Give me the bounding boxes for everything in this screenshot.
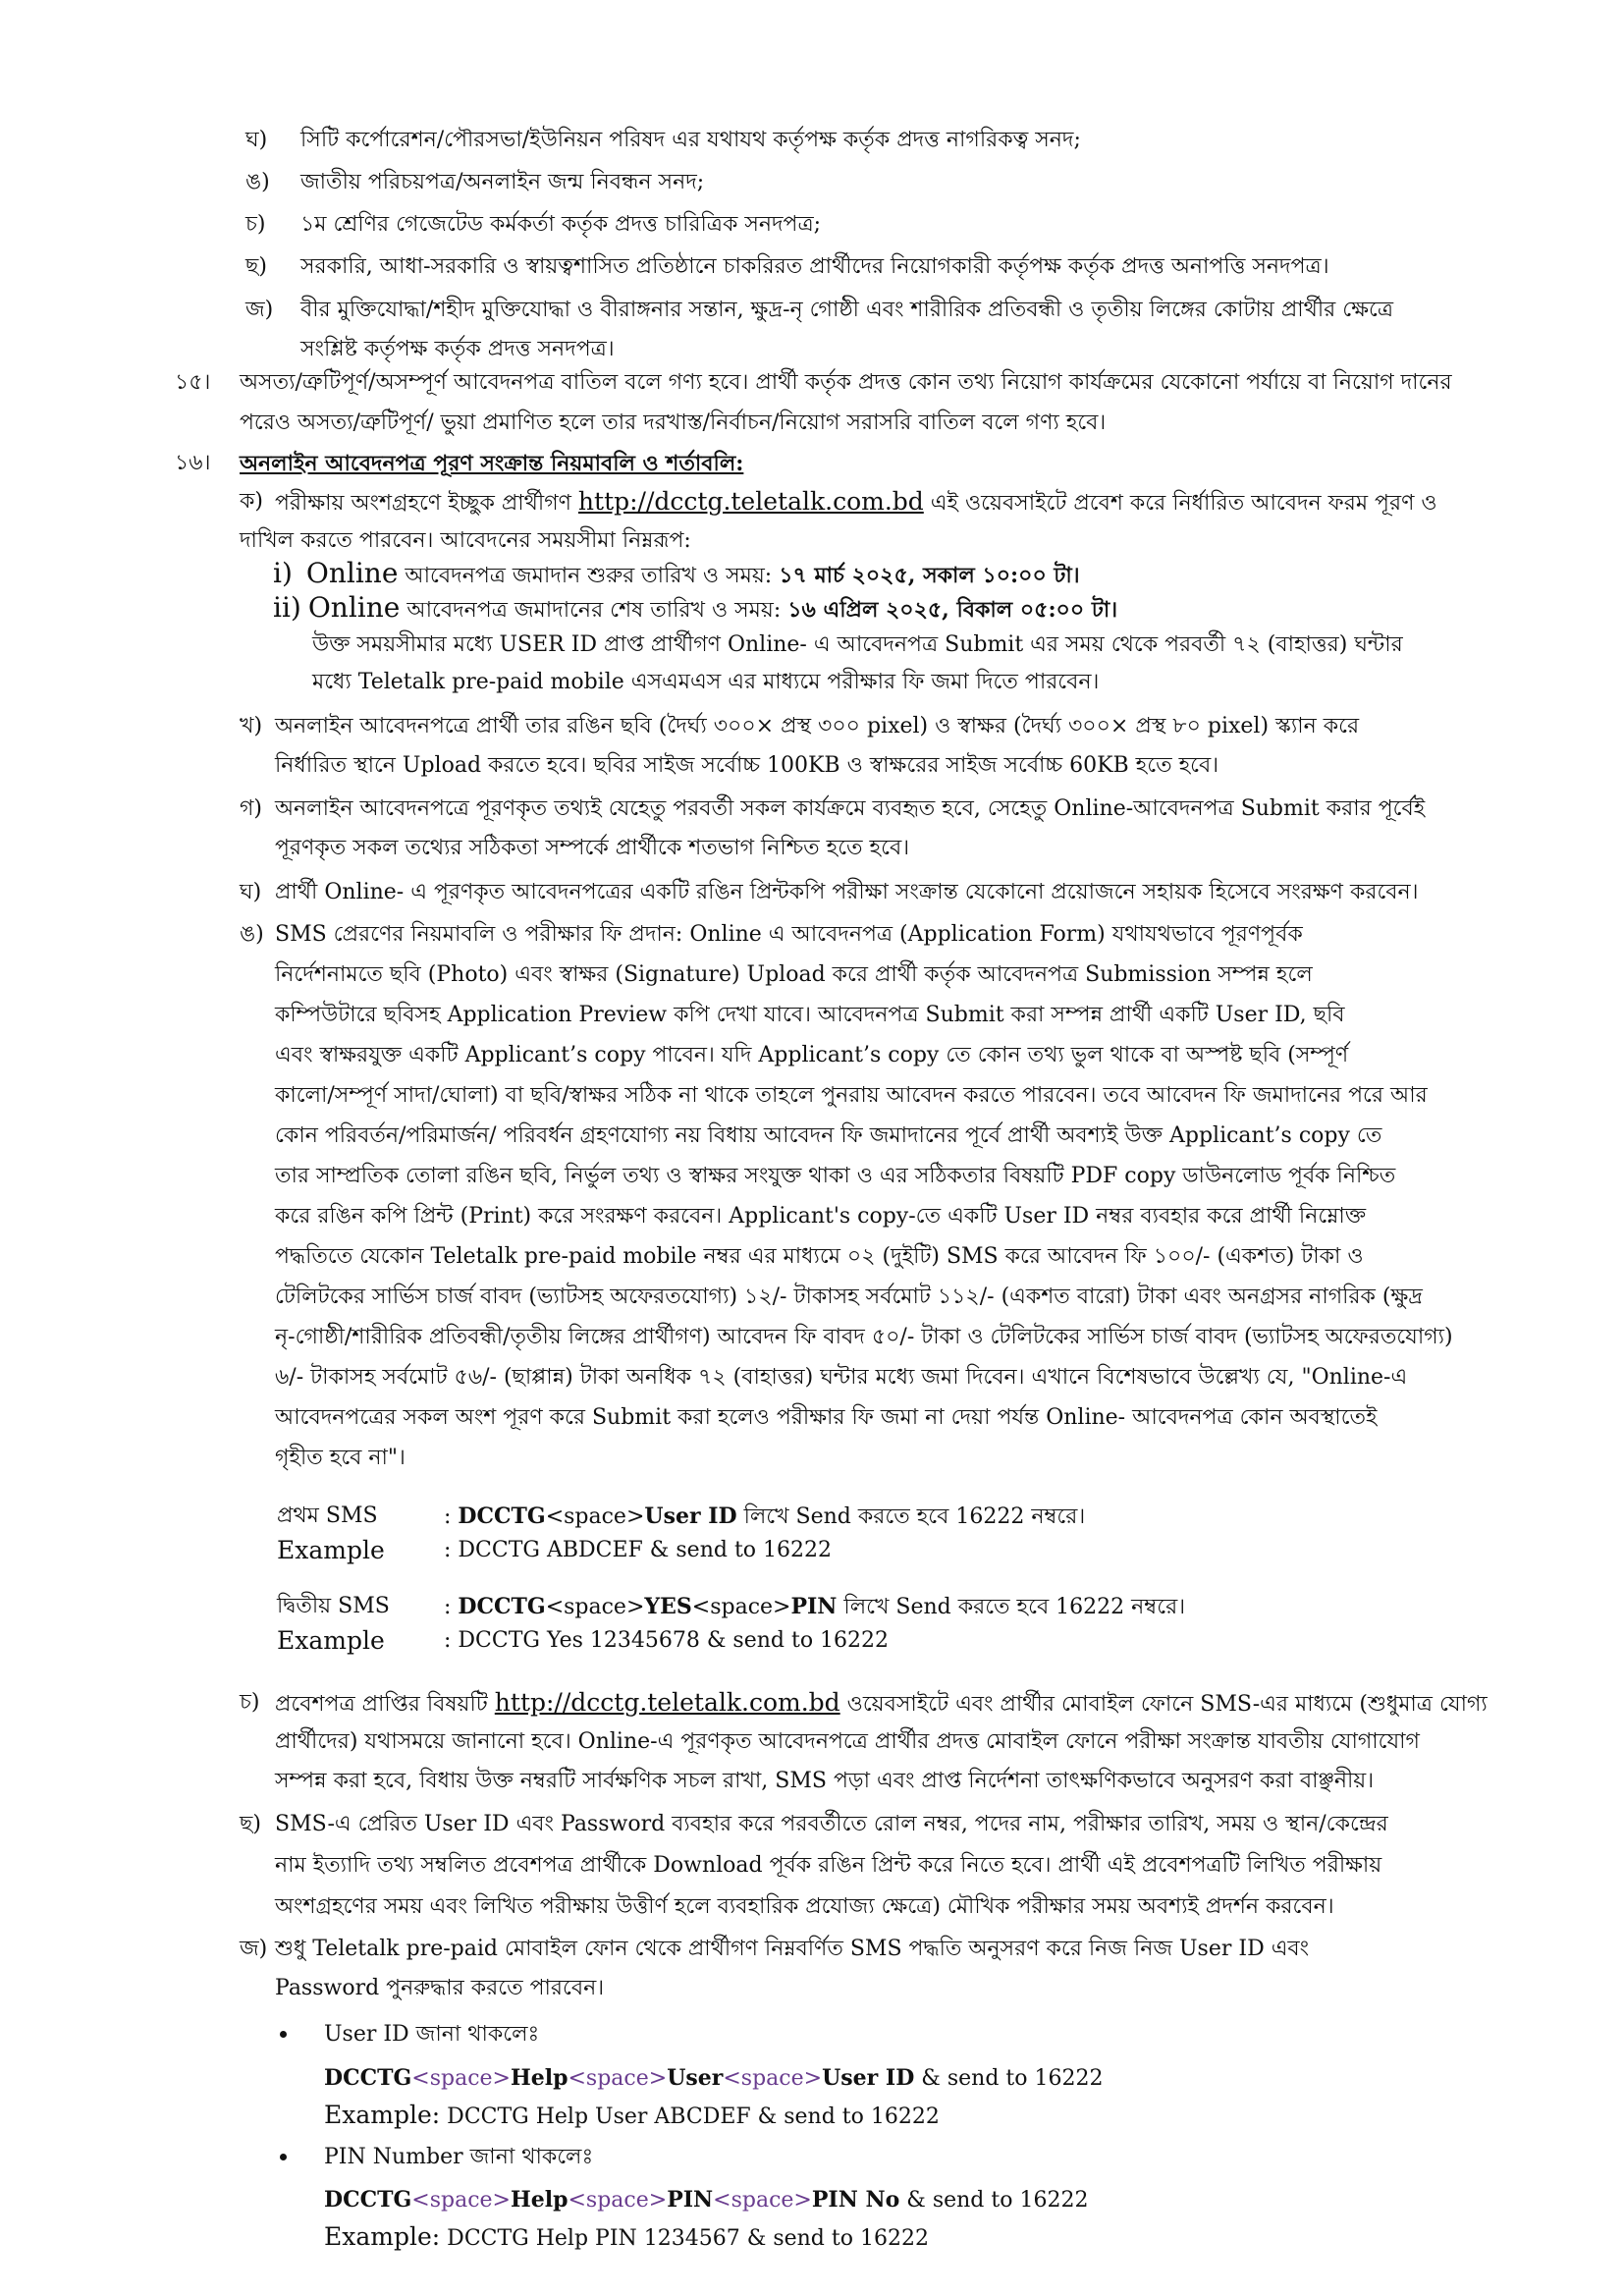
uma-line: SMS প্রেরণের নিয়মাবলি ও পরীক্ষার ফি প্রদান: Online এ আবেদনপত্র (Application Form) যথাযথভাবে পূরণপূর্বক [275, 922, 1303, 947]
gha-line: প্রার্থী Online- এ পূরণকৃত আবেদনপত্রের একটি রঙিন প্রিন্টকপি পরীক্ষা সংক্রান্ত যেকোনো প্রয়োজনে সহায়ক হিসেবে সংরক্ষণ করবেন। [275, 880, 1419, 904]
chha-line: SMS-এ প্রেরিত User ID এবং Password ব্যবহার করে পরবর্তীতে রোল নম্বর, পদের নাম, পরীক্ষার তারিখ, সময় ও স্থান/কেন্দ্রের [275, 1812, 1388, 1836]
list-marker: ঙ) [245, 170, 270, 194]
ka-note: উক্ত সময়সীমার মধ্যে USER ID প্রাপ্ত প্রার্থীগণ Online- এ আবেদনপত্র Submit এর সময় থেকে পরবর্তী ৭২ (বাহাত্তর) ঘন্টার [312, 632, 1403, 657]
uma-line: নৃ-গোষ্ঠী/শারীরিক প্রতিবন্ধী/তৃতীয় লিঙ্গের প্রার্থীগণ) আবেদন ফি বাবদ ৫০/- টাকা ও টেলিটকের সার্ভিস চার্জ বাবদ (ভ্যাটসহ অফেরতযোগ্য) [275, 1325, 1453, 1349]
uma-line: পদ্ধতিতে যেকোন Teletalk pre-paid mobile নম্বর এর মাধ্যমে ০২ (দুইটি) SMS করে আবেদন ফি ১০০/- (একশত) টাকা ও [275, 1244, 1364, 1269]
recovery-title: PIN Number জানা থাকলেঃ [324, 2145, 594, 2169]
sub-marker: খ) [240, 714, 263, 738]
bullet-icon [280, 2031, 287, 2038]
uma-line: এবং স্বাক্ষরযুক্ত একটি Applicant’s copy পাবেন। যদি Applicant’s copy তে কোন তথ্য ভুল থাকে বা অস্পষ্ট ছবি (সম্পূর্ণ [275, 1043, 1349, 1067]
item-number-15: ১৫। [175, 370, 211, 395]
sms-first-example: : DCCTG ABDCEF & send to 16222 [444, 1538, 833, 1562]
recovery-title: User ID জানা থাকলেঃ [324, 2022, 540, 2047]
recovery-format: DCCTG<space>Help<space>User<space>User ID & send to 16222 [324, 2065, 1104, 2091]
list-item-quota: বীর মুক্তিযোদ্ধা/শহীদ মুক্তিযোদ্ধা ও বীরাঙ্গনার সন্তান, ক্ষুদ্র-নৃ গোষ্ঠী এবং শারীরিক প্রতিবন্ধী ও তৃতীয় লিঙ্গের কোটায় প্রার্থীর ক্ষেত্রে [300, 298, 1394, 322]
cha-line: সম্পন্ন করা হবে, বিধায় উক্ত নম্বরটি সার্বক্ষণিক সচল রাখা, SMS পড়া এবং প্রাপ্ত নির্দেশনা তাৎক্ষণিকভাবে অনুসরণ করা বাঞ্ছনীয়। [275, 1769, 1375, 1793]
cha-line: প্রার্থীদের) যথাসময়ে জানানো হবে। Online-এ পূরণকৃত আবেদনপত্রে প্রার্থীর প্রদত্ত মোবাইল ফোনে পরীক্ষা সংক্রান্ত যাবতীয় যোগাযোগ [275, 1729, 1420, 1754]
uma-line: ৬/- টাকাসহ সর্বমোট ৫৬/- (ছাপ্পান্ন) টাকা অনধিক ৭২ (বাহাত্তর) ঘন্টার মধ্যে জমা দিবেন। এখানে বিশেষভাবে উল্লেখ্য যে, "Online-এ [275, 1365, 1408, 1390]
sms-second-example: : DCCTG Yes 12345678 & send to 16222 [444, 1628, 890, 1653]
ka-line2: দাখিল করতে পারবেন। আবেদনের সময়সীমা নিম্নরূপ: [240, 528, 691, 553]
admit-card-link[interactable]: http://dcctg.teletalk.com.bd [494, 1688, 840, 1717]
ga-line: পূরণকৃত সকল তথ্যের সঠিকতা সম্পর্কে প্রার্থীকে শতভাগ নিশ্চিত হতে হবে। [275, 836, 910, 860]
uma-line: কম্পিউটারে ছবিসহ Application Preview কপি দেখা যাবে। আবেদনপত্র Submit করা সম্পন্ন প্রার্থী একটি User ID, ছবি [275, 1003, 1345, 1027]
list-item-citizenship: সিটি কর্পোরেশন/পৌরসভা/ইউনিয়ন পরিষদ এর যথাযথ কর্তৃপক্ষ কর্তৃক প্রদত্ত নাগরিকত্ব সনদ; [300, 128, 1081, 152]
sms-example-label: Example [277, 1536, 385, 1564]
uma-line: করে রঙিন কপি প্রিন্ট (Print) করে সংরক্ষণ করবেন। Applicant's copy-তে একটি User ID নম্বর ব্যবহার করে প্রার্থী নিম্নোক্ত [275, 1204, 1367, 1229]
ja-line: শুধু Teletalk pre-paid মোবাইল ফোন থেকে প্রার্থীগণ নিম্নবর্ণিত SMS পদ্ধতি অনুসরণ করে নিজ নিজ User ID এবং [275, 1937, 1310, 1961]
list-marker: ছ) [245, 254, 267, 279]
sub-marker: গ) [240, 796, 263, 821]
bullet-icon [280, 2154, 287, 2160]
ka-note: মধ্যে Teletalk pre-paid mobile এসএমএস এর মাধ্যমে পরীক্ষার ফি জমা দিতে পারবেন। [312, 670, 1100, 694]
chha-line: নাম ইত্যাদি তথ্য সম্বলিত প্রবেশপত্র প্রার্থীকে Download পূর্বক রঙিন প্রিন্ট করে নিতে হবে। প্রার্থী এই প্রবেশপত্রটি লিখিত পরীক্ষায় [275, 1853, 1382, 1878]
sms-second-format: : DCCTG<space>YES<space>PIN লিখে Send করতে হবে 16222 নম্বরে। [444, 1594, 1186, 1619]
item15-line: অসত্য/ত্রুটিপূর্ণ/অসম্পূর্ণ আবেদনপত্র বাতিল বলে গণ্য হবে। প্রার্থী কর্তৃক প্রদত্ত কোন তথ্য নিয়োগ কার্যক্রমের যেকোনো পর্যায়ে বা নিয়োগ দানের [240, 370, 1452, 395]
uma-line: আবেদনপত্রের সকল অংশ পূরণ করে Submit করা হলেও পরীক্ষার ফি জমা না দেয়া পর্যন্ত Online- আবেদনপত্র কোন অবস্থাতেই [275, 1405, 1378, 1430]
kha-line: অনলাইন আবেদনপত্রে প্রার্থী তার রঙিন ছবি (দৈর্ঘ্য ৩০০× প্রস্থ ৩০০ pixel) ও স্বাক্ষর (দৈর্ঘ্য ৩০০× প্রস্থ ৮০ pixel) স্ক্যান করে [275, 714, 1360, 738]
recovery-example: Example: DCCTG Help User ABCDEF & send to 16222 [324, 2101, 940, 2129]
cha-line1: প্রবেশপত্র প্রাপ্তির বিষয়টি http://dcctg.teletalk.com.bd ওয়েবসাইটে এবং প্রার্থীর মোবাইল ফোনে SMS-এর মাধ্যমে (শুধুমাত্র যোগ্য [275, 1688, 1488, 1717]
sms-second-label: দ্বিতীয় SMS [277, 1594, 390, 1618]
list-marker: ঘ) [245, 128, 268, 152]
ja-line: Password পুনরুদ্ধার করতে পারবেন। [275, 1976, 605, 2000]
uma-line: কালো/সম্পূর্ণ সাদা/ঘোলা) বা ছবি/স্বাক্ষর সঠিক না থাকে তাহলে পুনরায় আবেদন করতে পারবেন। তবে আবেদন ফি জমাদানের পরে আর [275, 1083, 1428, 1108]
date-end: ii) Online আবেদনপত্র জমাদানের শেষ তারিখ ও সময়: ১৬ এপ্রিল ২০২৫, বিকাল ০৫:০০ টা। [273, 591, 1118, 624]
list-item-noc: সরকারি, আধা-সরকারি ও স্বায়ত্বশাসিত প্রতিষ্ঠানে চাকরিরত প্রার্থীদের নিয়োগকারী কর্তৃপক্ষ কর্তৃক প্রদত্ত অনাপত্তি সনদপত্র। [300, 254, 1329, 279]
sub-marker: ঘ) [240, 880, 262, 904]
sub-marker: ছ) [240, 1812, 261, 1836]
item-number-16: ১৬। [175, 451, 211, 475]
chha-line: অংশগ্রহণের সময় এবং লিখিত পরীক্ষায় উত্তীর্ণ হলে ব্যবহারিক প্রযোজ্য ক্ষেত্রে) মৌখিক পরীক্ষার সময় অবশ্যই প্রদর্শন করবেন। [275, 1894, 1334, 1919]
website-link[interactable]: http://dcctg.teletalk.com.bd [577, 487, 924, 516]
list-item-character: ১ম শ্রেণির গেজেটেড কর্মকর্তা কর্তৃক প্রদত্ত চারিত্রিক সনদপত্র; [300, 212, 822, 237]
uma-line: টেলিটকের সার্ভিস চার্জ বাবদ (ভ্যাটসহ অফেরতযোগ্য) ১২/- টাকাসহ সর্বমোট ১১২/- (একশত বারো) টাকা এবং অনগ্রসর নাগরিক (ক্ষুদ্র [275, 1285, 1423, 1309]
uma-line: নির্দেশনামতে ছবি (Photo) এবং স্বাক্ষর (Signature) Upload করে প্রার্থী কর্তৃক আবেদনপত্র Submission সম্পন্ন হলে [275, 962, 1313, 987]
sub-marker: ঙ) [240, 922, 264, 947]
sms-example-label: Example [277, 1626, 385, 1655]
uma-line: তার সাম্প্রতিক তোলা রঙিন ছবি, নির্ভুল তথ্য ও স্বাক্ষর সংযুক্ত থাকা ও এর সঠিকতার বিষয়টি PDF copy ডাউনলোড পূর্বক নিশ্চিত [275, 1164, 1396, 1188]
date-start: i) Online আবেদনপত্র জমাদান শুরুর তারিখ ও সময়: ১৭ মার্চ ২০২৫, সকাল ১০:০০ টা। [273, 557, 1080, 589]
ga-line: অনলাইন আবেদনপত্রে পূরণকৃত তথ্যই যেহেতু পরবর্তী সকল কার্যক্রমে ব্যবহৃত হবে, সেহেতু Online-আবেদনপত্র Submit করার পূর্বেই [275, 796, 1426, 821]
kha-line: নির্ধারিত স্থানে Upload করতে হবে। ছবির সাইজ সর্বোচ্চ 100KB ও স্বাক্ষরের সাইজ সর্বোচ্চ 60KB হতে হবে। [275, 753, 1219, 778]
uma-line: গৃহীত হবে না"। [275, 1446, 406, 1470]
item15-line: পরেও অসত্য/ত্রুটিপূর্ণ/ ভুয়া প্রমাণিত হলে তার দরখাস্ত/নির্বাচন/নিয়োগ সরাসরি বাতিল বলে গণ্য হবে। [240, 410, 1107, 435]
list-marker: চ) [245, 212, 266, 237]
sms-first-label: প্রথম SMS [277, 1503, 378, 1528]
sub-marker: চ) [240, 1690, 260, 1715]
list-marker: জ) [245, 298, 274, 322]
uma-line: কোন পরিবর্তন/পরিমার্জন/ পরিবর্ধন গ্রহণযোগ্য নয় বিধায় আবেদন ফি জমাদানের পূর্বে প্রার্থী অবশ্যই উক্ত Applicant’s copy তে [275, 1123, 1382, 1148]
ka-line1: পরীক্ষায় অংশগ্রহণে ইচ্ছুক প্রার্থীগণ http://dcctg.teletalk.com.bd এই ওয়েবসাইটে প্রবেশ করে নির্ধারিত আবেদন ফরম পূরণ ও [275, 487, 1437, 516]
sms-first-format: : DCCTG<space>User ID লিখে Send করতে হবে 16222 নম্বরে। [444, 1503, 1086, 1529]
sub-marker: ক) [240, 489, 263, 514]
recovery-example: Example: DCCTG Help PIN 1234567 & send to 16222 [324, 2222, 929, 2251]
recovery-format: DCCTG<space>Help<space>PIN<space>PIN No & send to 16222 [324, 2187, 1089, 2213]
sub-marker: জ) [240, 1937, 268, 1961]
list-item-quota-cont: সংশ্লিষ্ট কর্তৃপক্ষ কর্তৃক প্রদত্ত সনদপত্র। [300, 337, 615, 361]
list-item-nid: জাতীয় পরিচয়পত্র/অনলাইন জন্ম নিবন্ধন সনদ; [300, 170, 705, 194]
section-heading: অনলাইন আবেদনপত্র পূরণ সংক্রান্ত নিয়মাবলি ও শর্তাবলি: [240, 451, 744, 476]
